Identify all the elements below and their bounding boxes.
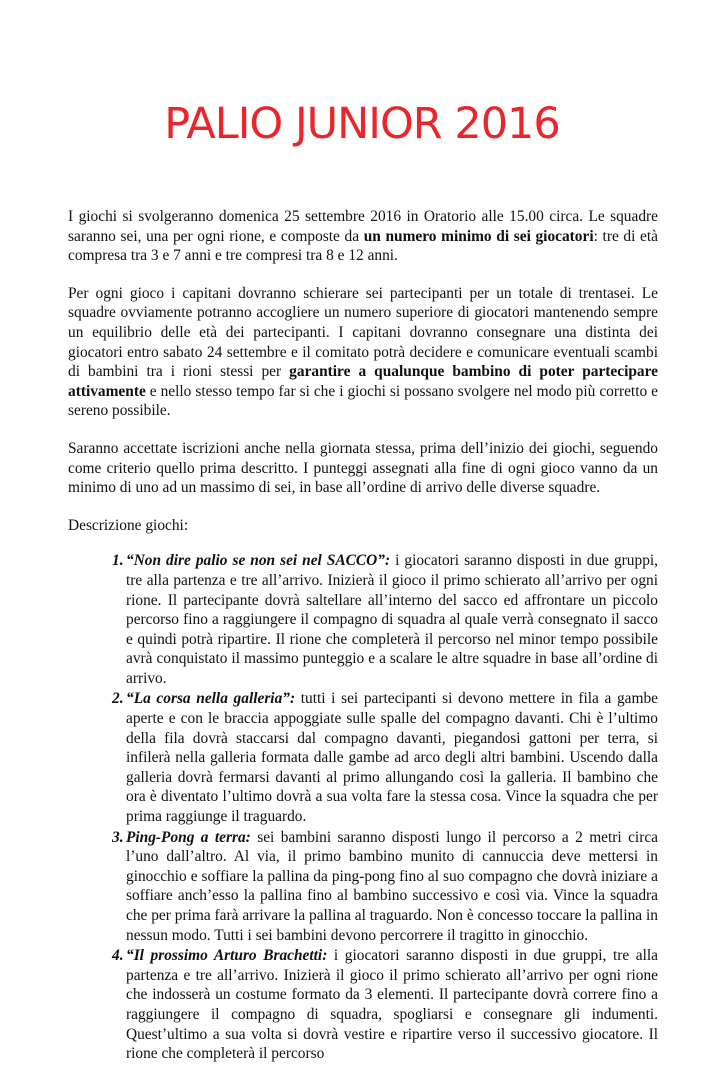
list-item <box>112 551 659 688</box>
games-list <box>68 551 658 1063</box>
game-name: “La corsa nella galleria”: <box>126 690 296 708</box>
document-title: PALIO JUNIOR 2016 <box>164 99 560 149</box>
list-item-number: 2. <box>112 690 124 708</box>
list-item <box>112 828 658 946</box>
game-name: “Non dire palio se non sei nel SACCO”: <box>126 552 391 570</box>
games-heading: Descrizione giochi: <box>68 516 189 534</box>
registration-paragraph: Saranno accettate iscrizioni anche nella giornata stessa, prima dell’inizio dei giochi, seguendo come criterio quello prima descritto. I punteggi assegnati alla fine di ogni gioco vanno da un minimo di uno ad un massimo di sei, in base all’ordine di arrivo delle diverse squadre. <box>68 439 658 497</box>
intro-bold-text: un numero minimo di sei giocatori <box>363 227 594 245</box>
game-description: tutti i sei partecipanti si devono mettere in fila a gambe aperte e con le braccia appoggiate sulle spalle del compagno davanti. Chi è l’ultimo della fila dovrà staccarsi dal compagno davanti, piegandosi gattoni per terra, si infilerà nella galleria formata dalle gambe ad arco degli altri bambini. Uscendo dalla galleria dovrà fermarsi davanti al primo allungando così la galleria. Il bambino che ora è diventato l’ultimo dovrà a sua volta fare la stessa cosa. Vince la squadra che per prima raggiunge il traguardo. <box>126 690 658 826</box>
game-description: i giocatori saranno disposti in due gruppi, tre alla partenza e tre all’arrivo. Inizierà il gioco il primo schierato all’arrivo per ogni rione che indosserà un costume formato da 3 elementi. Il partecipante dovrà correre fino a raggiungere il compagno di squadra, spogliarsi e consegnare gli indumenti. Quest’ultimo a sua volta si dovrà vestire e ripartire verso il successivo giocatore. Il rione che completerà il percorso <box>126 947 658 1063</box>
captains-bold-text: garantire a qualunque bambino di poter partecipare attivamente <box>68 363 658 400</box>
captains-text-start: Per ogni gioco i capitani dovranno schierare sei partecipanti per un totale di trentasei. Le squadre ovviamente potranno accogliere un numero superiore di giocatori mantenendo sempre un equilibrio delle età dei partecipanti. I capitani dovranno consegnare una distinta dei giocatori entro sabato 24 settembre e il comitato potrà decidere e comunicare eventuali scambi di bambini tra i rioni stessi per <box>68 284 658 381</box>
list-item <box>112 689 658 826</box>
list-item-number: 1. <box>112 552 124 570</box>
document-body <box>68 207 658 1065</box>
game-description: i giocatori saranno disposti in due gruppi, tre alla partenza e tre all’arrivo. Inizierà il gioco il primo schierato all’arrivo per ogni rione. Il partecipante dovrà saltellare all’interno del sacco ed affrontare un piccolo percorso fino a raggiungere il compagno di squadra al quale verrà consegnato il sacco e quindi potrà ripartire. Il rione che completerà il percorso nel minor tempo possibile avrà conquistato il massimo punteggio e a scalare le altre squadre in base all’ordine di arrivo. <box>126 552 659 687</box>
intro-paragraph <box>68 207 658 266</box>
list-item <box>112 946 658 1064</box>
intro-text-start: I giochi si svolgeranno domenica 25 settembre 2016 in Oratorio alle 15.00 circa. Le squadre saranno sei, una per ogni rione, e composte da <box>68 208 658 245</box>
game-description: sei bambini saranno disposti lungo il percorso a 2 metri circa l’uno dall’altro. Al via, il primo bambino munito di cannuccia deve mettersi in ginocchio e soffiare la pallina da ping-pong fino al suo compagno che dovrà iniziare a soffiare anch’esso la pallina fino al bambino successivo e così via. Vince la squadra che per prima farà arrivare la pallina al traguardo. Non è concesso toccare la pallina in nessun modo. Tutti i sei bambini devono percorrere il tragitto in ginocchio. <box>126 828 658 944</box>
list-item-number: 4. <box>112 947 124 965</box>
list-item-number: 3. <box>112 828 124 846</box>
intro-text-end: : tre di età compresa tra 3 e 7 anni e tre compresi tra 8 e 12 anni. <box>68 227 658 265</box>
game-name: “Il prossimo Arturo Brachetti: <box>126 947 328 965</box>
game-name: Ping-Pong a terra: <box>126 828 251 846</box>
captains-text-end: e nello stesso tempo far si che i giochi si possano svolgere nel modo più corretto e sereno possibile. <box>68 382 658 420</box>
captains-paragraph <box>68 284 658 421</box>
